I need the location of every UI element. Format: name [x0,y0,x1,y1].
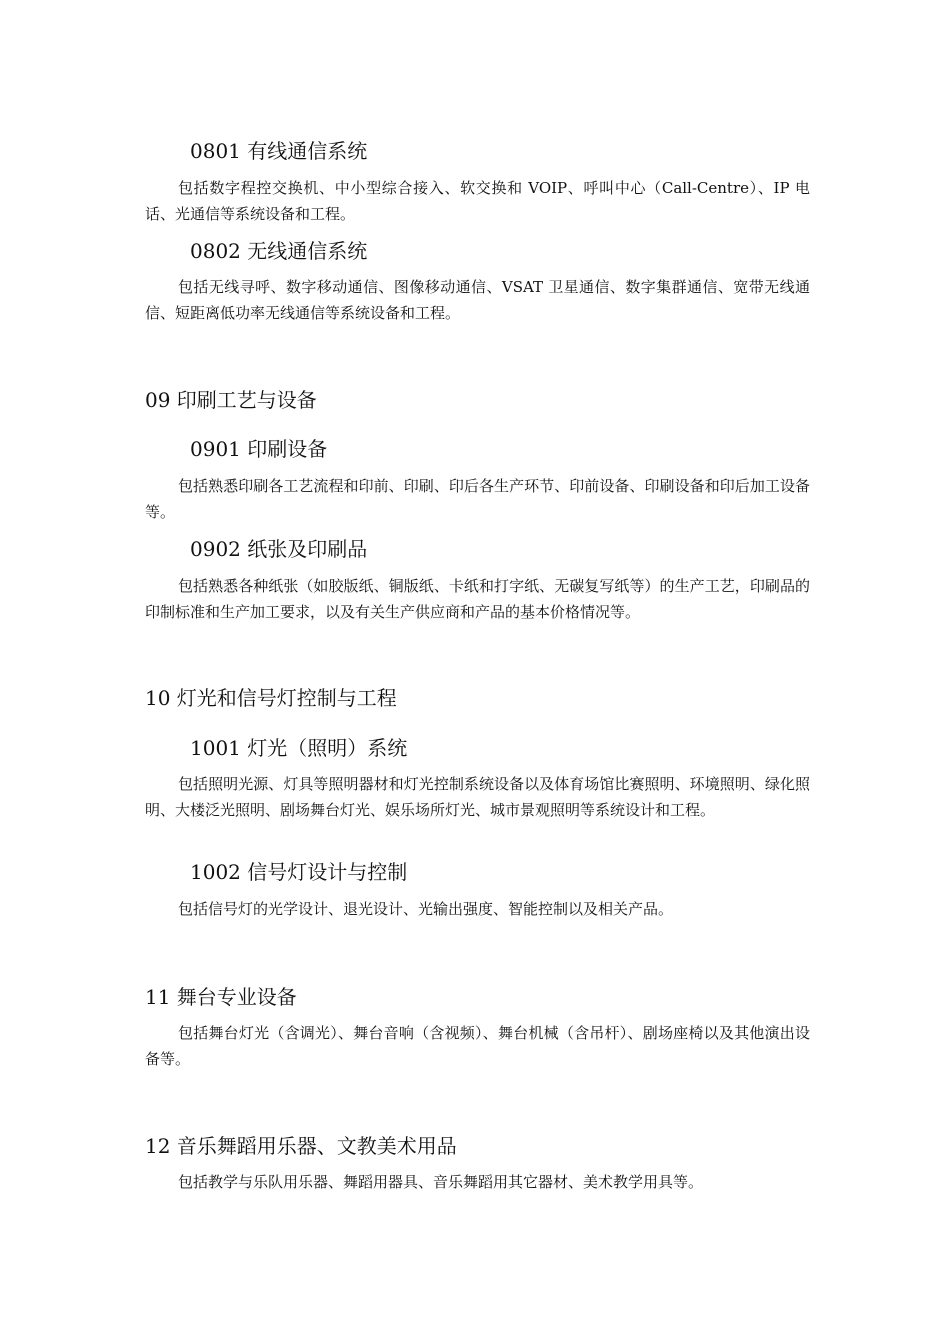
subsection-heading-0902: 0902 纸张及印刷品 [190,537,368,561]
subsection-heading-1001: 1001 灯光（照明）系统 [190,736,408,760]
paragraph-0901: 包括熟悉印刷各工艺流程和印前、印刷、印后各生产环节、印前设备、印刷设备和印后加工设备等。 [145,477,810,521]
paragraph-1002: 包括信号灯的光学设计、退光设计、光输出强度、智能控制以及相关产品。 [178,900,674,918]
paragraph-11: 包括舞台灯光（含调光）、舞台音响（含视频）、舞台机械（含吊杆）、剧场座椅以及其他演出设备等。 [145,1024,810,1068]
paragraph-12: 包括教学与乐队用乐器、舞蹈用器具、音乐舞蹈用其它器材、美术教学用具等。 [178,1173,704,1191]
subsection-heading-0802: 0802 无线通信系统 [190,239,368,263]
section-heading-11: 11 舞台专业设备 [145,985,297,1009]
subsection-heading-1002: 1002 信号灯设计与控制 [190,860,408,884]
subsection-heading-0901: 0901 印刷设备 [190,437,328,461]
paragraph-1001: 包括照明光源、灯具等照明器材和灯光控制系统设备以及体育场馆比赛照明、环境照明、绿化照明、大楼泛光照明、剧场舞台灯光、娱乐场所灯光、城市景观照明等系统设计和工程。 [145,775,810,819]
paragraph-0902: 包括熟悉各种纸张（如胶版纸、铜版纸、卡纸和打字纸、无碳复写纸等）的生产工艺，印刷品的印制标准和生产加工要求，以及有关生产供应商和产品的基本价格情况等。 [145,577,810,621]
section-heading-10: 10 灯光和信号灯控制与工程 [145,686,397,710]
paragraph-0801: 包括数字程控交换机、中小型综合接入、软交换和 VOIP、呼叫中心（Call-Centre）、IP 电话、光通信等系统设备和工程。 [145,179,810,223]
subsection-heading-0801: 0801 有线通信系统 [190,139,368,163]
paragraph-0802: 包括无线寻呼、数字移动通信、图像移动通信、VSAT 卫星通信、数字集群通信、宽带无线通信、短距离低功率无线通信等系统设备和工程。 [145,278,810,322]
section-heading-09: 09 印刷工艺与设备 [145,388,317,412]
section-heading-12: 12 音乐舞蹈用乐器、文教美术用品 [145,1134,457,1158]
